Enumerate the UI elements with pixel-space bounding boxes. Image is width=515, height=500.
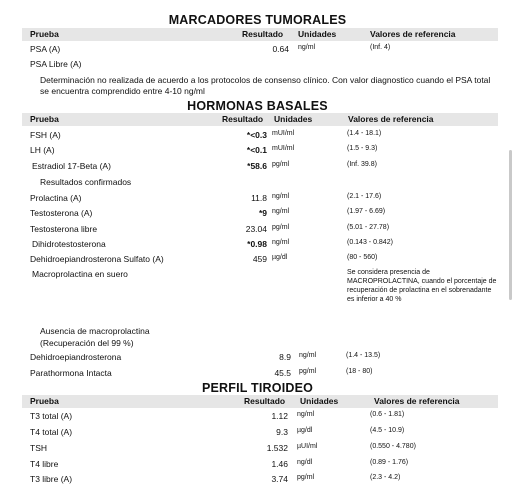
test-unit: µUI/ml [297,443,318,450]
test-ref: (1.5 - 9.3) [347,145,378,152]
test-ref: (4.5 - 10.9) [370,427,405,434]
test-name: Dihidrotestosterona [32,239,106,249]
test-name: T3 total (A) [30,411,73,421]
test-unit: µg/dl [297,427,313,434]
test-unit: pg/ml [272,224,290,231]
header-valores: Valores de referencia [348,114,434,124]
test-name: PSA Libre (A) [30,59,82,69]
test-value: 23.04 [245,224,267,234]
test-value: 11.8 [251,193,267,203]
test-name: FSH (A) [30,130,61,140]
test-name: T3 libre (A) [30,474,73,484]
macro-result-line-2: (Recuperación del 99 %) [40,338,134,348]
macro-result-line-1: Ausencia de macroprolactina [40,326,150,336]
test-ref: (1.97 - 6.69) [347,208,386,215]
table-header-marcadores [22,28,498,41]
header-prueba: Prueba [30,114,59,124]
test-unit: ng/ml [272,239,290,246]
test-value: 1.46 [271,459,288,469]
test-value: *0.98 [247,239,267,249]
test-value: 3.74 [271,474,288,484]
test-ref: (0.89 - 1.76) [370,459,409,466]
test-ref: (Inf. 4) [370,44,391,51]
test-ref: (18 - 80) [346,368,373,375]
header-unidades: Unidades [298,29,337,39]
test-name: LH (A) [30,145,55,155]
test-value: 9.3 [276,427,288,437]
test-name: T4 libre [30,459,59,469]
test-unit: ng/ml [297,411,315,418]
header-prueba: Prueba [30,29,59,39]
macroprolactina-ref-note: Se considera presencia de MACROPROLACTINA, cuando el porcentaje de recuperación de prolactina en el sobrenadante es inferior a 40 % [347,269,497,303]
section-title-tiroideo: PERFIL TIROIDEO [201,381,314,395]
test-ref: (1.4 - 18.1) [347,130,382,137]
header-resultado: Resultado [222,114,264,124]
test-value: 1.532 [266,443,288,453]
test-name: T4 total (A) [30,427,73,437]
test-value: 8.9 [279,352,291,362]
table-header-tiroideo [22,395,498,408]
test-name: Testosterona (A) [30,208,93,218]
test-value: *<0.1 [246,145,267,155]
test-name: TSH [30,443,47,453]
test-ref: (0.550 - 4.780) [370,443,416,450]
test-ref: (2.1 - 17.6) [347,193,382,200]
psa-note: Determinación no realizada de acuerdo a los protocolos de consenso clínico. Con valor diagnostico cuando el PSA total se encuentra comprendido entre 4-10 ng/ml [40,75,491,96]
test-ref: (0.143 - 0.842) [347,239,393,246]
test-unit: ng/dl [297,459,313,466]
section-title-hormonas: HORMONAS BASALES [187,99,328,113]
header-unidades: Unidades [300,396,339,406]
header-valores: Valores de referencia [374,396,460,406]
table-header-hormonas [22,113,498,126]
test-unit: µg/dl [272,254,288,261]
test-ref: (Inf. 39.8) [347,161,377,168]
test-unit: ng/ml [272,208,290,215]
test-unit: mUI/ml [272,145,295,152]
test-ref: (80 - 560) [347,254,378,261]
section-title-marcadores: MARCADORES TUMORALES [168,13,347,27]
test-name: Parathormona Intacta [30,368,112,378]
scrollbar[interactable] [509,150,512,300]
test-unit: pg/ml [272,161,290,168]
test-unit: mUI/ml [272,130,295,137]
test-unit: pg/ml [297,474,315,481]
test-ref: (0.6 - 1.81) [370,411,405,418]
header-resultado: Resultado [242,29,284,39]
test-name: Dehidroepiandrosterona [30,352,122,362]
test-name: Testosterona libre [30,224,98,234]
test-name: Resultados confirmados [40,177,132,187]
test-value: 0.64 [272,44,289,54]
test-name: Dehidroepiandrosterona Sulfato (A) [30,254,164,264]
test-unit: ng/ml [298,44,316,51]
test-value: 1.12 [271,411,288,421]
test-value: 45.5 [274,368,291,378]
test-value: 459 [252,254,267,264]
test-name: Prolactina (A) [30,193,82,203]
test-name: PSA (A) [30,44,61,54]
header-valores: Valores de referencia [370,29,456,39]
header-unidades: Unidades [274,114,313,124]
test-name: Estradiol 17-Beta (A) [32,161,111,171]
test-value: *58.6 [247,161,267,171]
test-value: *9 [258,208,267,218]
header-resultado: Resultado [244,396,286,406]
test-name: Macroprolactina en suero [32,269,128,279]
test-unit: ng/ml [272,193,290,200]
test-value: *<0.3 [246,130,267,140]
test-unit: ng/ml [299,352,317,359]
test-ref: (5.01 - 27.78) [347,224,390,231]
test-ref: (1.4 - 13.5) [346,352,381,359]
header-prueba: Prueba [30,396,59,406]
test-ref: (2.3 - 4.2) [370,474,401,481]
test-unit: pg/ml [299,368,317,375]
